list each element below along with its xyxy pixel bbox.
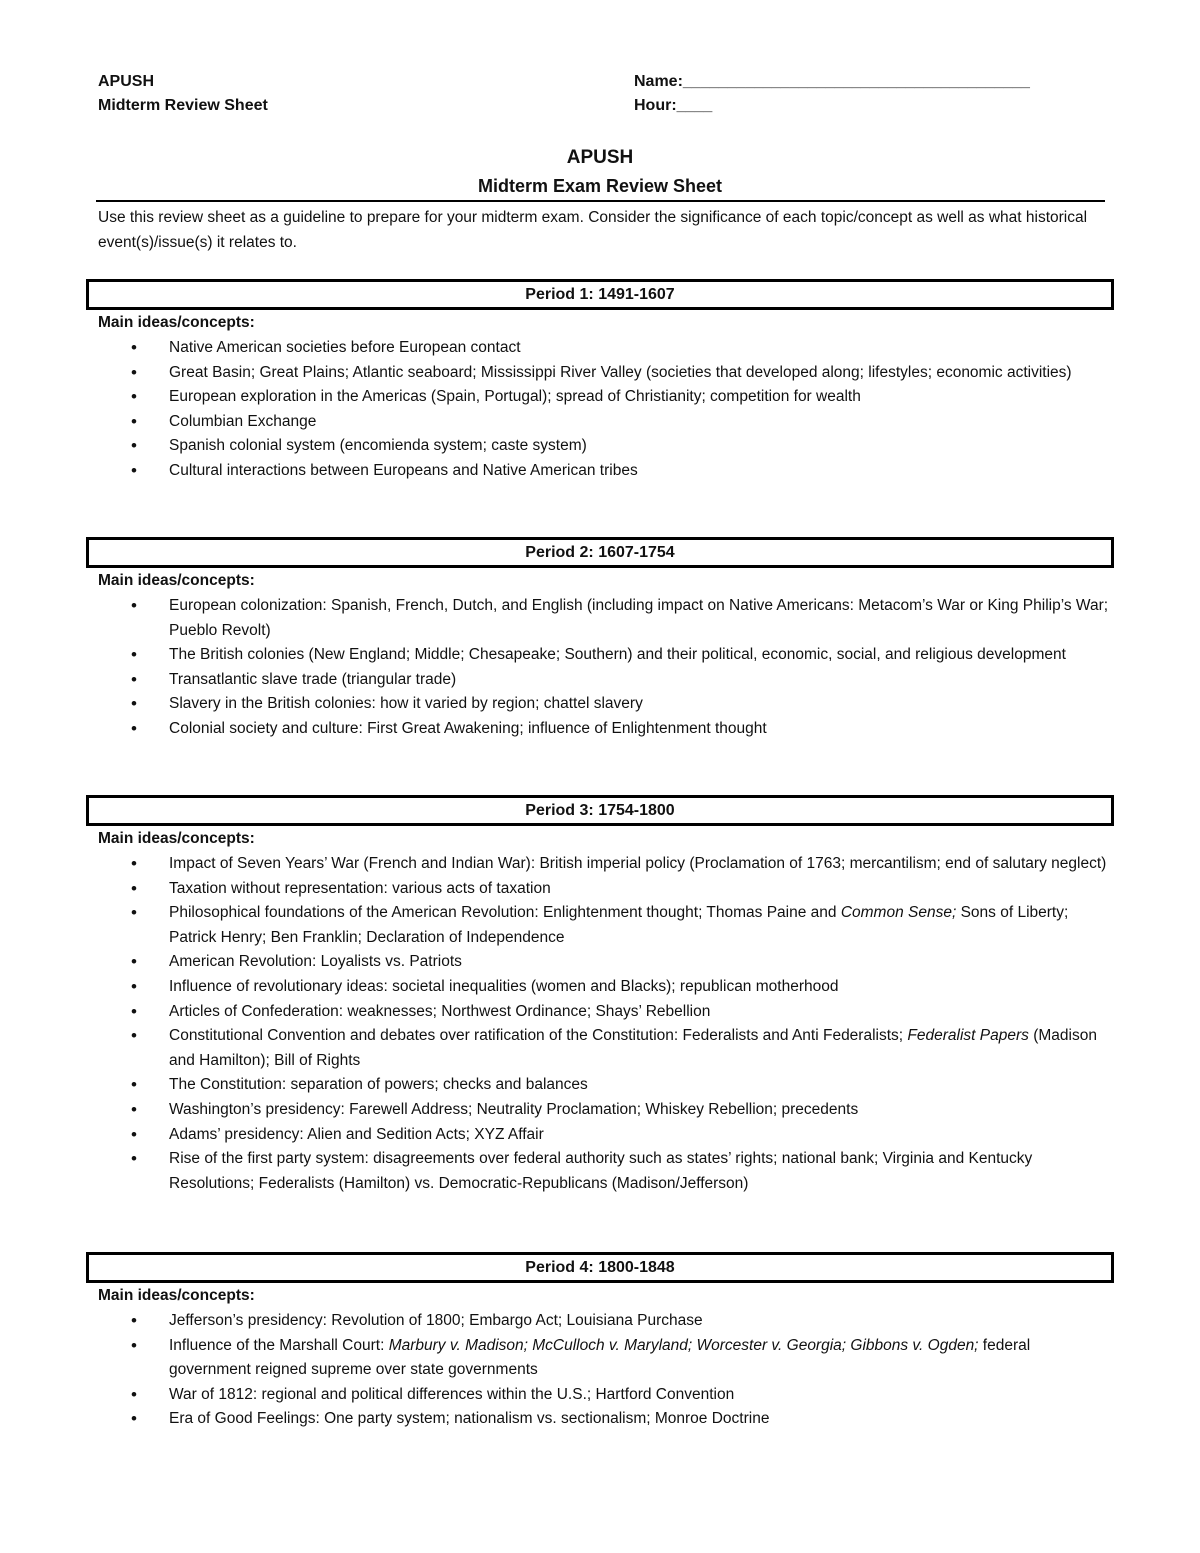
list-item: • European exploration in the Americas (Spain, Portugal); spread of Christianity; competition for wealth — [86, 385, 1114, 410]
list-item: • Influence of revolutionary ideas: societal inequalities (women and Blacks); republican motherhood — [86, 975, 1114, 1000]
section-heading: Period 1: 1491-1607 — [86, 279, 1114, 310]
list-item: • War of 1812: regional and political differences within the U.S.; Hartford Convention — [86, 1383, 1114, 1408]
name-label: Name: — [634, 73, 683, 90]
name-blank: _______________________________________ — [682, 73, 1030, 90]
section-label: Main ideas/concepts: — [98, 1287, 255, 1304]
list-item: • Great Basin; Great Plains; Atlantic seaboard; Mississippi River Valley (societies that developed along; lifestyles; economic activities) — [86, 361, 1114, 386]
list-item: • Colonial society and culture: First Great Awakening; influence of Enlightenment thought — [86, 717, 1114, 742]
italic-title: Federalist Papers — [907, 1027, 1029, 1045]
hour-blank: ____ — [676, 97, 713, 114]
section-period-3 — [86, 795, 1114, 1196]
list-item: • Slavery in the British colonies: how it varied by region; chattel slavery — [86, 692, 1114, 717]
section-heading: Period 4: 1800-1848 — [86, 1252, 1114, 1283]
section-list — [86, 336, 1114, 484]
section-period-4 — [86, 1252, 1114, 1432]
section-list — [86, 1309, 1114, 1432]
section-label: Main ideas/concepts: — [98, 572, 255, 589]
page-header — [98, 70, 1102, 120]
list-item: • Articles of Confederation: weaknesses; Northwest Ordinance; Shays’ Rebellion — [86, 1000, 1114, 1025]
list-item: • Influence of the Marshall Court: Marbury v. Madison; McCulloch v. Maryland; Worcester v. Georgia; Gibbons v. Ogden; federal government reigned supreme over state governments — [86, 1334, 1114, 1383]
list-item: • Rise of the first party system: disagreements over federal authority such as states’ rights; national bank; Virginia and Kentucky Resolutions; Federalists (Hamilton) vs. Democratic-Republicans (Madison/Jefferson) — [86, 1147, 1114, 1196]
italic-title: Common Sense; — [840, 904, 957, 922]
list-item: • European colonization: Spanish, French, Dutch, and English (including impact on Native Americans: Metacom’s War or King Philip’s War; Pueblo Revolt) — [86, 594, 1114, 643]
section-list — [86, 852, 1114, 1196]
section-period-2 — [86, 537, 1114, 742]
list-item: • Cultural interactions between Europeans and Native American tribes — [86, 459, 1114, 484]
header-right — [634, 70, 1030, 118]
section-label: Main ideas/concepts: — [98, 314, 255, 331]
course-label: APUSH — [98, 73, 155, 90]
list-item: • Transatlantic slave trade (triangular trade) — [86, 668, 1114, 693]
list-item: • Philosophical foundations of the American Revolution: Enlightenment thought; Thomas Paine and Common Sense; Sons of Liberty; Patrick Henry; Ben Franklin; Declaration of Independence — [86, 901, 1114, 950]
intro-paragraph: Use this review sheet as a guideline to prepare for your midterm exam. Consider the significance of each topic/concept as well as what historical event(s)/issue(s) it relates to. — [98, 209, 1088, 251]
hour-field[interactable] — [634, 94, 1030, 118]
section-label: Main ideas/concepts: — [98, 830, 255, 847]
sheet-subtitle: Midterm Review Sheet — [98, 97, 268, 114]
page-title — [0, 144, 1200, 200]
header-left — [98, 70, 268, 118]
section-heading: Period 3: 1754-1800 — [86, 795, 1114, 826]
list-item: • Washington’s presidency: Farewell Address; Neutrality Proclamation; Whiskey Rebellion; precedents — [86, 1098, 1114, 1123]
title-line-1: APUSH — [566, 147, 634, 168]
list-item: • American Revolution: Loyalists vs. Patriots — [86, 950, 1114, 975]
section-period-1 — [86, 279, 1114, 484]
section-heading: Period 2: 1607-1754 — [86, 537, 1114, 568]
list-item: • Adams’ presidency: Alien and Sedition Acts; XYZ Affair — [86, 1123, 1114, 1148]
list-item: • Jefferson’s presidency: Revolution of 1800; Embargo Act; Louisiana Purchase — [86, 1309, 1114, 1334]
hour-label: Hour: — [634, 97, 677, 114]
title-divider — [96, 200, 1105, 202]
list-item: • Constitutional Convention and debates over ratification of the Constitution: Federalists and Anti Federalists; Federalist Papers (Madison and Hamilton); Bill of Rights — [86, 1024, 1114, 1073]
list-item: • Impact of Seven Years’ War (French and Indian War): British imperial policy (Proclamation of 1763; mercantilism; end of salutary neglect) — [86, 852, 1114, 877]
list-item: • Taxation without representation: various acts of taxation — [86, 877, 1114, 902]
list-item: • Native American societies before European contact — [86, 336, 1114, 361]
title-line-2: Midterm Exam Review Sheet — [477, 176, 723, 196]
italic-title: Marbury v. Madison; McCulloch v. Maryland; Worcester v. Georgia; Gibbons v. Ogden; — [388, 1336, 979, 1354]
section-list — [86, 594, 1114, 742]
list-item: • The British colonies (New England; Middle; Chesapeake; Southern) and their political, economic, social, and religious development — [86, 643, 1114, 668]
list-item: • The Constitution: separation of powers; checks and balances — [86, 1073, 1114, 1098]
name-field[interactable] — [634, 70, 1030, 94]
list-item: • Era of Good Feelings: One party system; nationalism vs. sectionalism; Monroe Doctrine — [86, 1407, 1114, 1432]
list-item: • Spanish colonial system (encomienda system; caste system) — [86, 434, 1114, 459]
list-item: • Columbian Exchange — [86, 410, 1114, 435]
